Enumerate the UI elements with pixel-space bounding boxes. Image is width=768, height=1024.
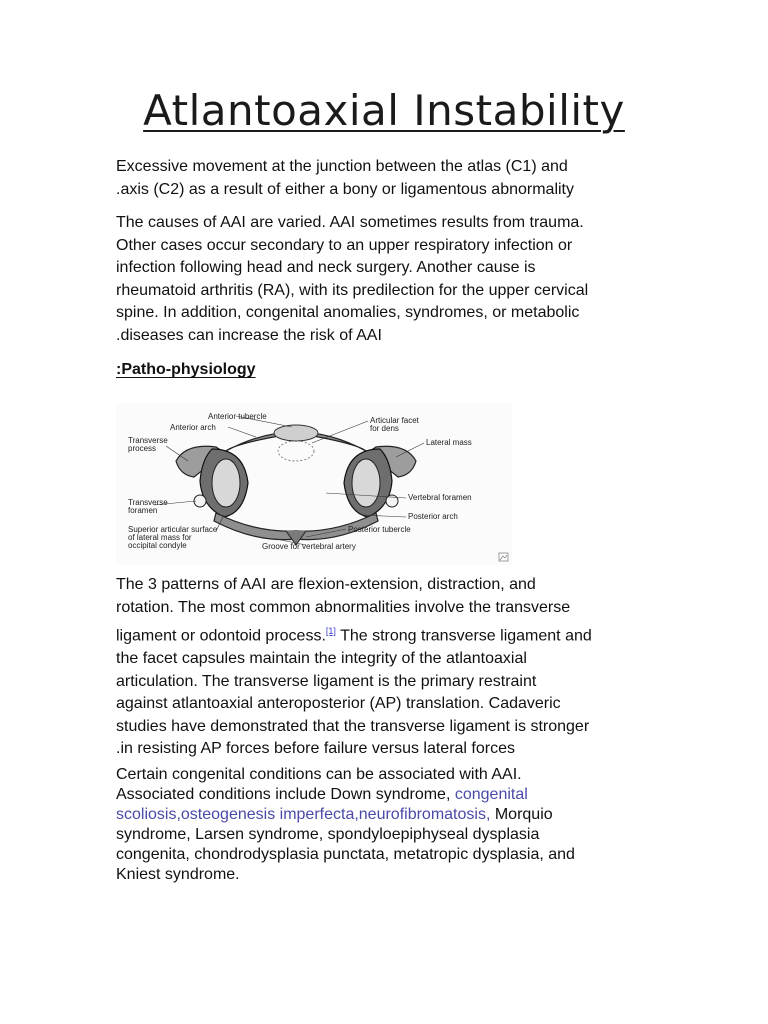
text-line: articulation. The transverse ligament is the primary restraint [116,672,537,690]
diagram-label: for dens [370,424,399,433]
intro-paragraph [116,156,656,201]
diagram-label: process [128,444,157,453]
text-line: .in resisting AP forces before failure versus lateral forces [116,740,515,758]
text-line: Certain congenital conditions can be associated with AAI. [116,766,522,783]
causes-paragraph [116,212,656,348]
footnote-link[interactable]: [1] [325,626,336,637]
diagram-label: Articular facet [370,416,419,425]
text-line: against atlantoaxial anteroposterior (AP) translation. Cadaveric [116,695,561,713]
text-line [116,619,656,648]
diagram-label: Posterior arch [408,512,458,521]
text-line [116,805,656,825]
text-line: Other cases occur secondary to an upper respiratory infection or [116,236,573,254]
diagram-label: Transverse [128,498,168,507]
text-line: The causes of AAI are varied. AAI sometimes results from trauma. [116,214,584,231]
atlas-vertebra-diagram [116,403,512,565]
diagram-label: Anterior tubercle [208,412,267,421]
patterns-paragraph [116,574,656,761]
text-line: The 3 patterns of AAI are flexion-extension, distraction, and [116,576,536,593]
diagram-label: of lateral mass for [128,533,192,542]
text-line: infection following head and neck surgery. Another cause is [116,259,536,277]
text-line [116,785,656,805]
diagram-label: Groove for vertebral artery [262,542,356,551]
diagram-label: occipital condyle [128,541,187,550]
condition-link[interactable]: scoliosis,osteogenesis imperfecta,neurofibromatosis, [116,806,491,823]
diagram-label: foramen [128,506,158,515]
diagram-label: Lateral mass [426,438,472,447]
section-heading: :Patho-physiology [116,361,256,378]
text-line: Kniest syndrome. [116,866,240,883]
text-line: syndrome, Larsen syndrome, spondyloepiphyseal dysplasia [116,826,540,843]
text-fragment: Morquio [490,806,553,823]
page-title: Atlantoaxial Instability [143,86,625,135]
diagram-label: Vertebral foramen [408,493,472,502]
text-line: rotation. The most common abnormalities involve the transverse [116,598,571,616]
diagram-label: Superior articular surface [128,525,218,534]
text-fragment: ligament or odontoid process. [116,627,326,645]
image-placeholder-icon [499,553,508,561]
diagram-label: Transverse [128,436,168,445]
text-line: congenita, chondrodysplasia punctata, metatropic dysplasia, and [116,846,575,863]
diagram-label: Posterior tubercle [348,525,411,534]
text-line: spine. In addition, congenital anomalies, syndromes, or metabolic [116,304,580,322]
text-line: rheumatoid arthritis (RA), with its predilection for the upper cervical [116,281,589,299]
diagram-label: Anterior arch [170,423,216,432]
text-line: the facet capsules maintain the integrity of the atlantoaxial [116,650,527,668]
text-line: Excessive movement at the junction between the atlas (C1) and [116,158,568,175]
text-line: .diseases can increase the risk of AAI [116,326,382,344]
text-fragment: Associated conditions include Down syndrome, [116,786,455,803]
text-line: studies have demonstrated that the transverse ligament is stronger [116,717,590,735]
text-fragment: The strong transverse ligament and [335,627,592,645]
conditions-paragraph [116,765,656,885]
text-line: .axis (C2) as a result of either a bony or ligamentous abnormality [116,180,574,198]
condition-link[interactable]: congenital [454,786,528,803]
